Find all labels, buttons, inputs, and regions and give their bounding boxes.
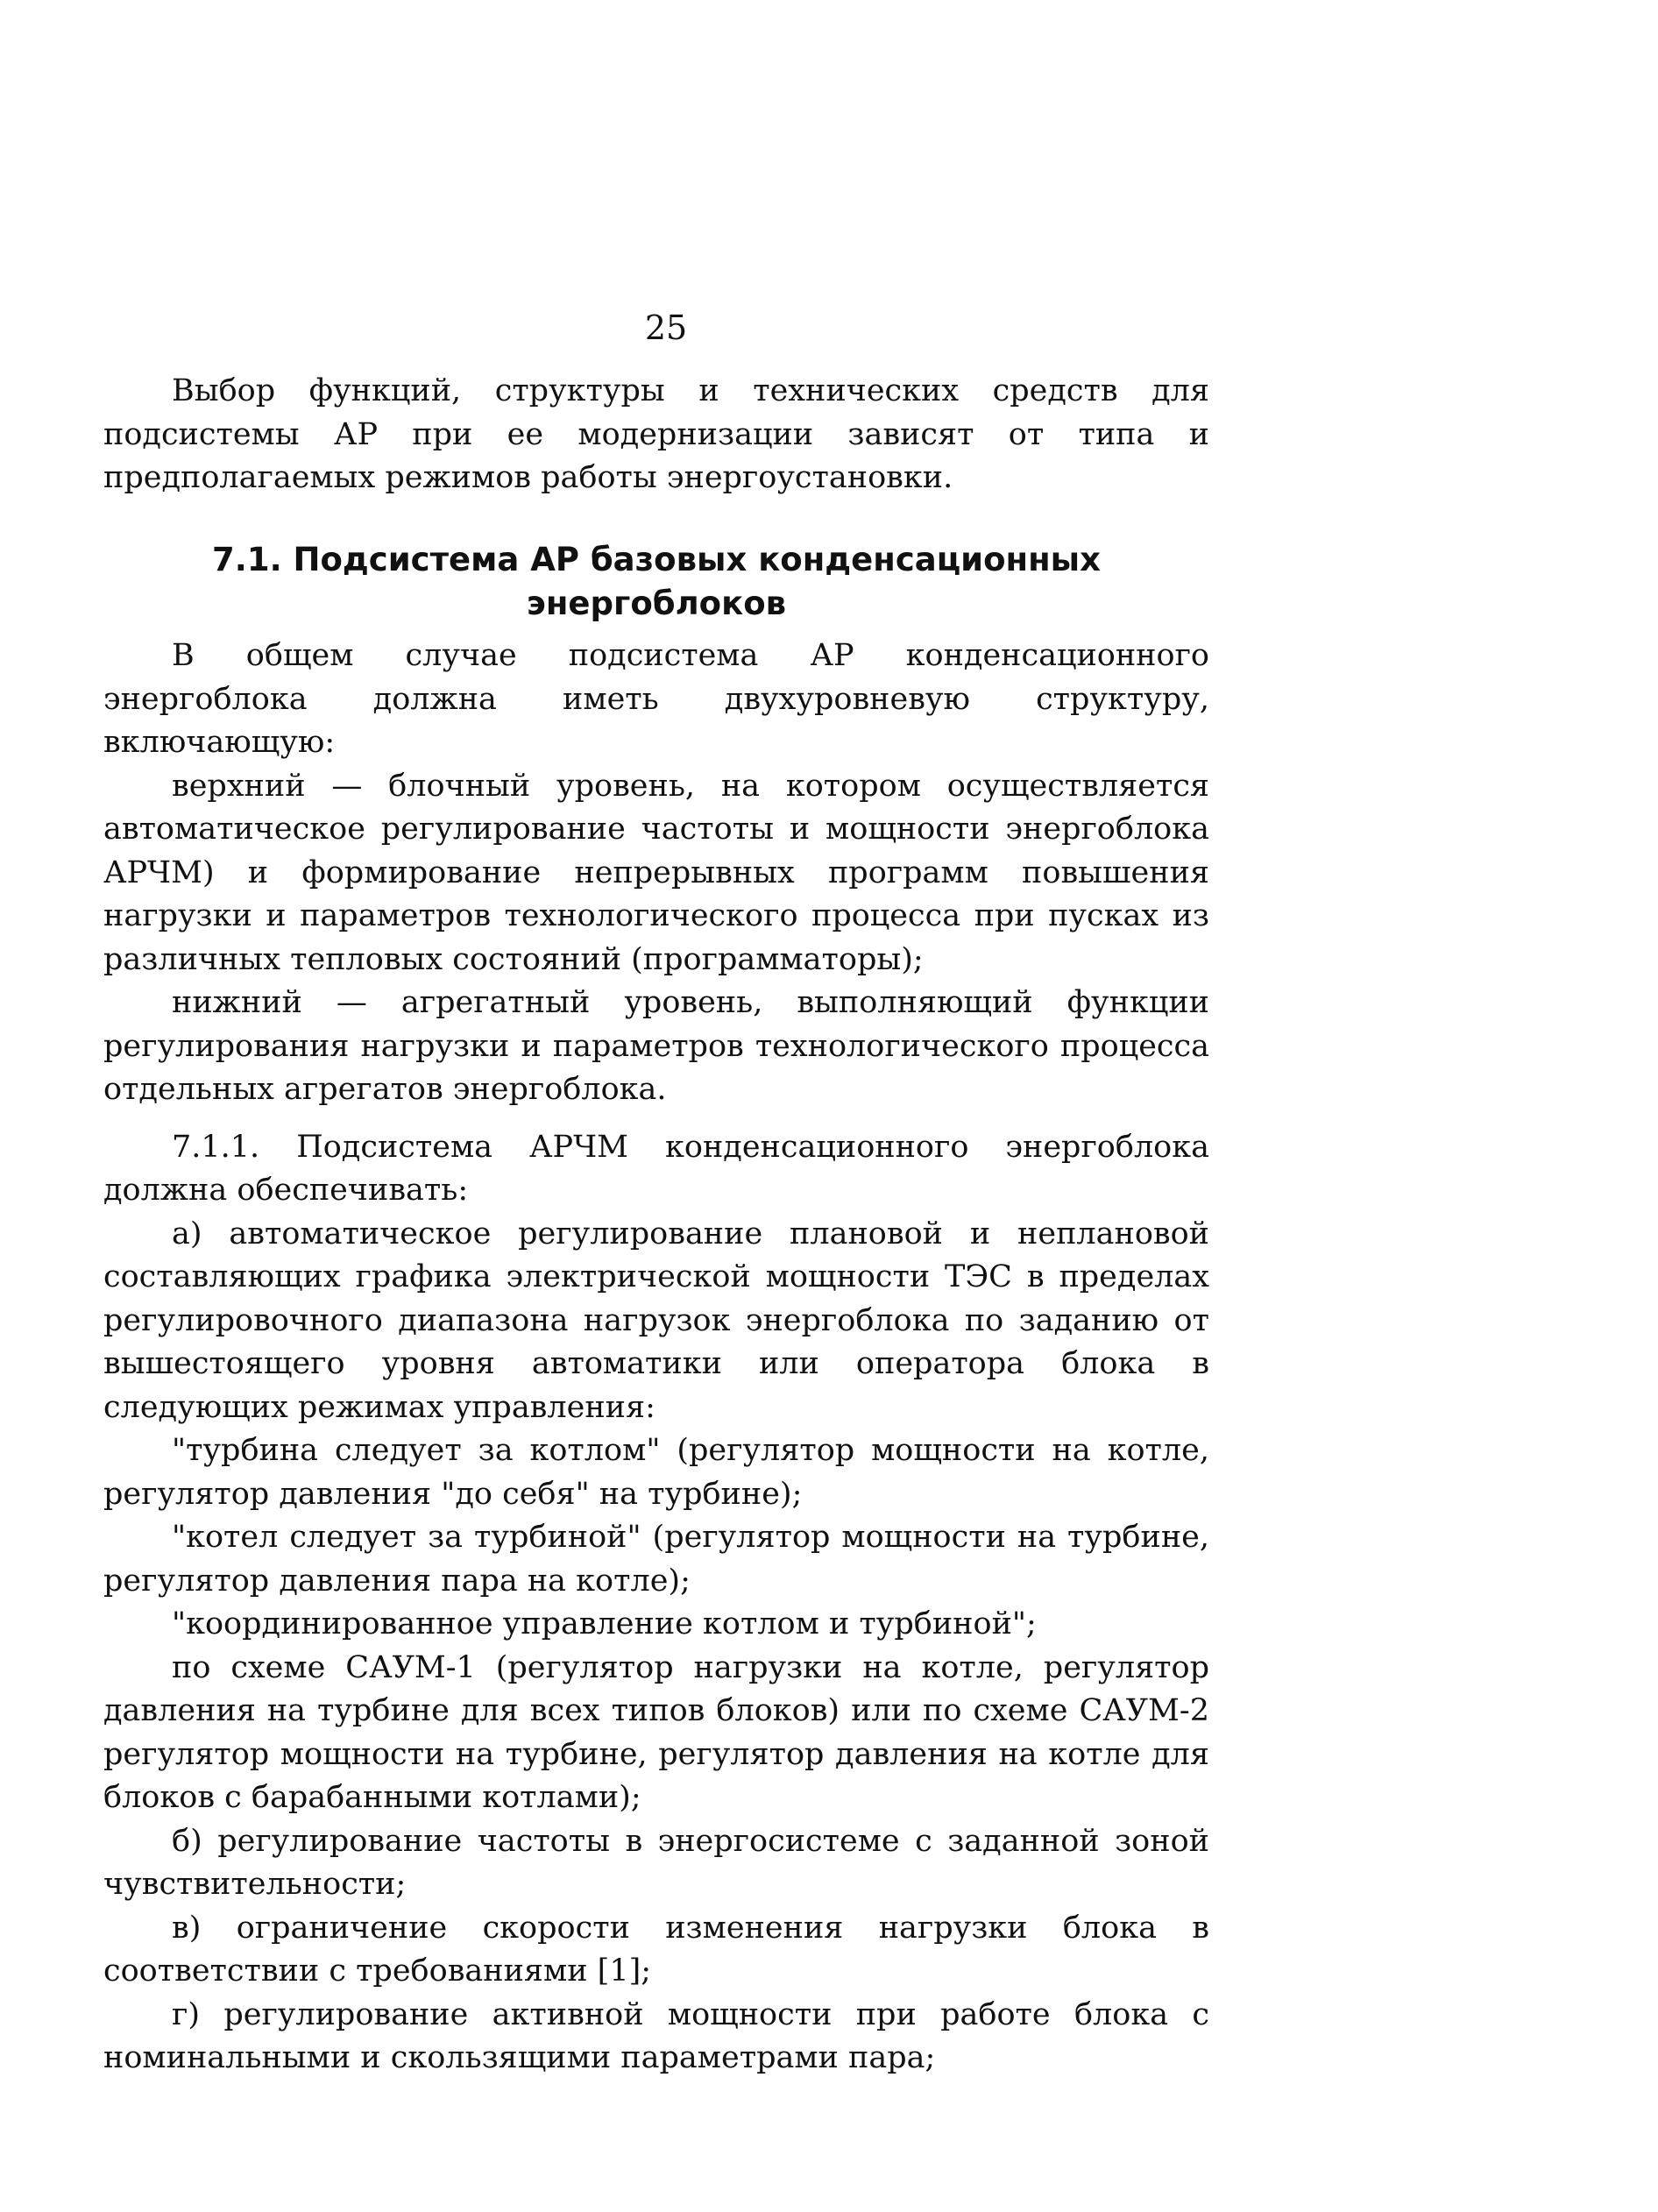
paragraph-mode-coordinated-control: "координированное управление котлом и турбиной"; xyxy=(172,1606,1037,1641)
paragraph-item-b: б) регулирование частоты в энергосистеме с заданной зоной чувствительности; xyxy=(103,1823,1209,1902)
paragraph-saum-schemes: по схеме САУМ-1 (регулятор нагрузки на котле, регулятор давления на турбине для всех типов блоков) или по схеме САУМ-2 регулятор мощности на турбине, регулятор давления на котле для блоков с барабанными котлами); xyxy=(103,1649,1209,1815)
section-heading-line-2: энергоблоков xyxy=(526,585,787,622)
paragraph-item-v: в) ограничение скорости изменения нагрузки блока в соответствии с требованиями [1]; xyxy=(103,1910,1209,1989)
paragraph-item-g: г) регулирование активной мощности при работе блока с номинальными и скользящими параметрами пара; xyxy=(103,1996,1209,2075)
intro-block xyxy=(103,370,1209,500)
paragraph-mode-turbine-follows-boiler: "турбина следует за котлом" (регулятор мощности на котле, регулятор давления "до себя" на турбине); xyxy=(103,1433,1209,1512)
page-number: 25 xyxy=(644,308,688,347)
body-text xyxy=(103,635,1209,2081)
paragraph-general-structure: В общем случае подсистема АР конденсационного энергоблока должна иметь двухуровневую структуру, включающую: xyxy=(103,638,1209,760)
paragraph-7-1-1: 7.1.1. Подсистема АРЧМ конденсационного энергоблока должна обеспечивать: xyxy=(103,1129,1209,1208)
section-heading-line-1: 7.1. Подсистема АР базовых конденсационных xyxy=(212,541,1101,578)
paragraph-upper-level: верхний — блочный уровень, на котором осуществляется автоматическое регулирование частоты и мощности энергоблока АРЧМ) и формирование непрерывных программ повышения нагрузки и параметров технологического процесса при пусках из различных тепловых состояний (программаторы); xyxy=(103,768,1209,977)
paragraph-mode-boiler-follows-turbine: "котел следует за турбиной" (регулятор мощности на турбине, регулятор давления пара на котле); xyxy=(103,1520,1209,1599)
paragraph-lower-level: нижний — агрегатный уровень, выполняющий функции регулирования нагрузки и параметров технологического процесса отдельных агрегатов энергоблока. xyxy=(103,985,1209,1107)
section-heading xyxy=(103,538,1209,626)
paragraph-item-a: а) автоматическое регулирование плановой и неплановой составляющих графика электрической мощности ТЭС в пределах регулировочного диапазона нагрузок энергоблока по заданию от вышестоящего уровня автоматики или оператора блока в следующих режимах управления: xyxy=(103,1216,1209,1425)
intro-paragraph: Выбор функций, структуры и технических средств для подсистемы АР при ее модернизации зависят от типа и предполагаемых режимов работы энергоустановки. xyxy=(103,373,1209,495)
